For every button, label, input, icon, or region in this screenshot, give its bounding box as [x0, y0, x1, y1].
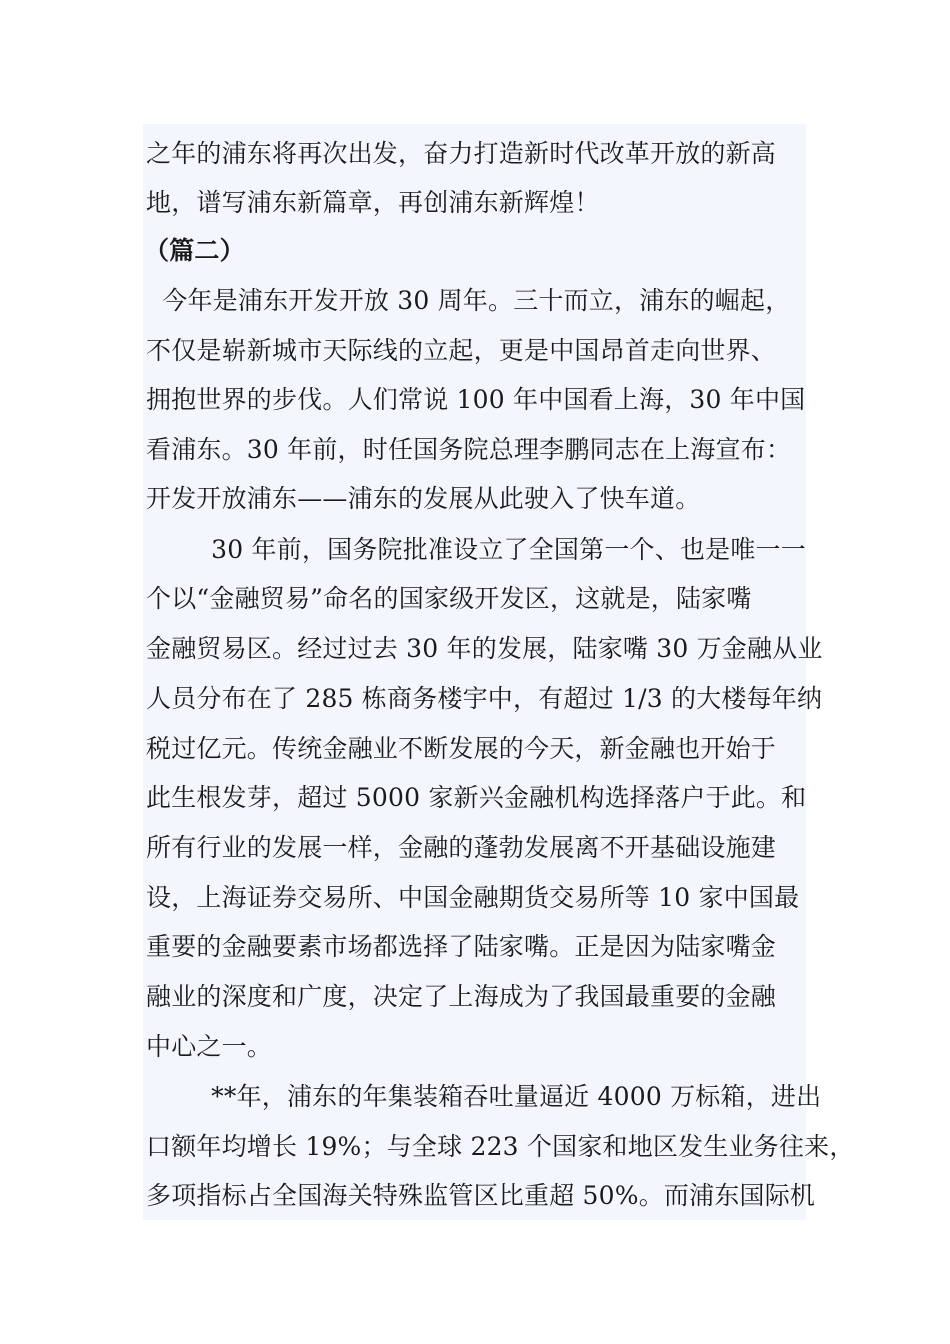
document-text-block — [143, 124, 855, 1220]
text-line: 不仅是崭新城市天际线的立起，更是中国昂首走向世界、 — [146, 336, 777, 365]
text-line: 金融贸易区。经过过去 30 年的发展，陆家嘴 30 万金融从业 — [146, 634, 823, 663]
text-line: 此生根发芽，超过 5000 家新兴金融机构选择落户于此。和 — [146, 783, 807, 812]
text-line: 30 年前，国务院批准设立了全国第一个、也是唯一一 — [146, 535, 806, 564]
text-line: 个以“金融贸易”命名的国家级开发区，这就是，陆家嘴 — [146, 584, 752, 613]
text-line: 税过亿元。传统金融业不断发展的今天，新金融也开始于 — [146, 734, 777, 763]
text-line: **年，浦东的年集装箱吞吐量逼近 4000 万标箱，进出 — [146, 1082, 822, 1111]
text-line: 所有行业的发展一样，金融的蓬勃发展离不开基础设施建 — [146, 833, 777, 862]
section-heading: （篇二） — [144, 236, 245, 265]
text-line: 中心之一。 — [146, 1032, 273, 1061]
text-line: 之年的浦东将再次出发，奋力打造新时代改革开放的新高 — [146, 139, 777, 168]
text-line: 重要的金融要素市场都选择了陆家嘴。正是因为陆家嘴金 — [146, 932, 777, 961]
text-line: 设，上海证券交易所、中国金融期货交易所等 10 家中国最 — [146, 883, 800, 912]
text-line: 多项指标占全国海关特殊监管区比重超 50%。而浦东国际机 — [146, 1181, 816, 1210]
text-line: 融业的深度和广度，决定了上海成为了我国最重要的金融 — [146, 982, 777, 1011]
text-line: 看浦东。30 年前，时任国务院总理李鹏同志在上海宣布： — [146, 435, 792, 464]
text-line: 今年是浦东开发开放 30 周年。三十而立，浦东的崛起， — [146, 286, 791, 315]
text-line: 人员分布在了 285 栋商务楼宇中，有超过 1/3 的大楼每年纳 — [146, 684, 823, 713]
text-line: 地，谱写浦东新篇章，再创浦东新辉煌！ — [146, 188, 600, 217]
text-line: 口额年均增长 19%；与全球 223 个国家和地区发生业务往来， — [146, 1132, 855, 1161]
text-line: 开发开放浦东——浦东的发展从此驶入了快车道。 — [146, 484, 701, 513]
text-line: 拥抱世界的步伐。人们常说 100 年中国看上海，30 年中国 — [146, 385, 806, 414]
